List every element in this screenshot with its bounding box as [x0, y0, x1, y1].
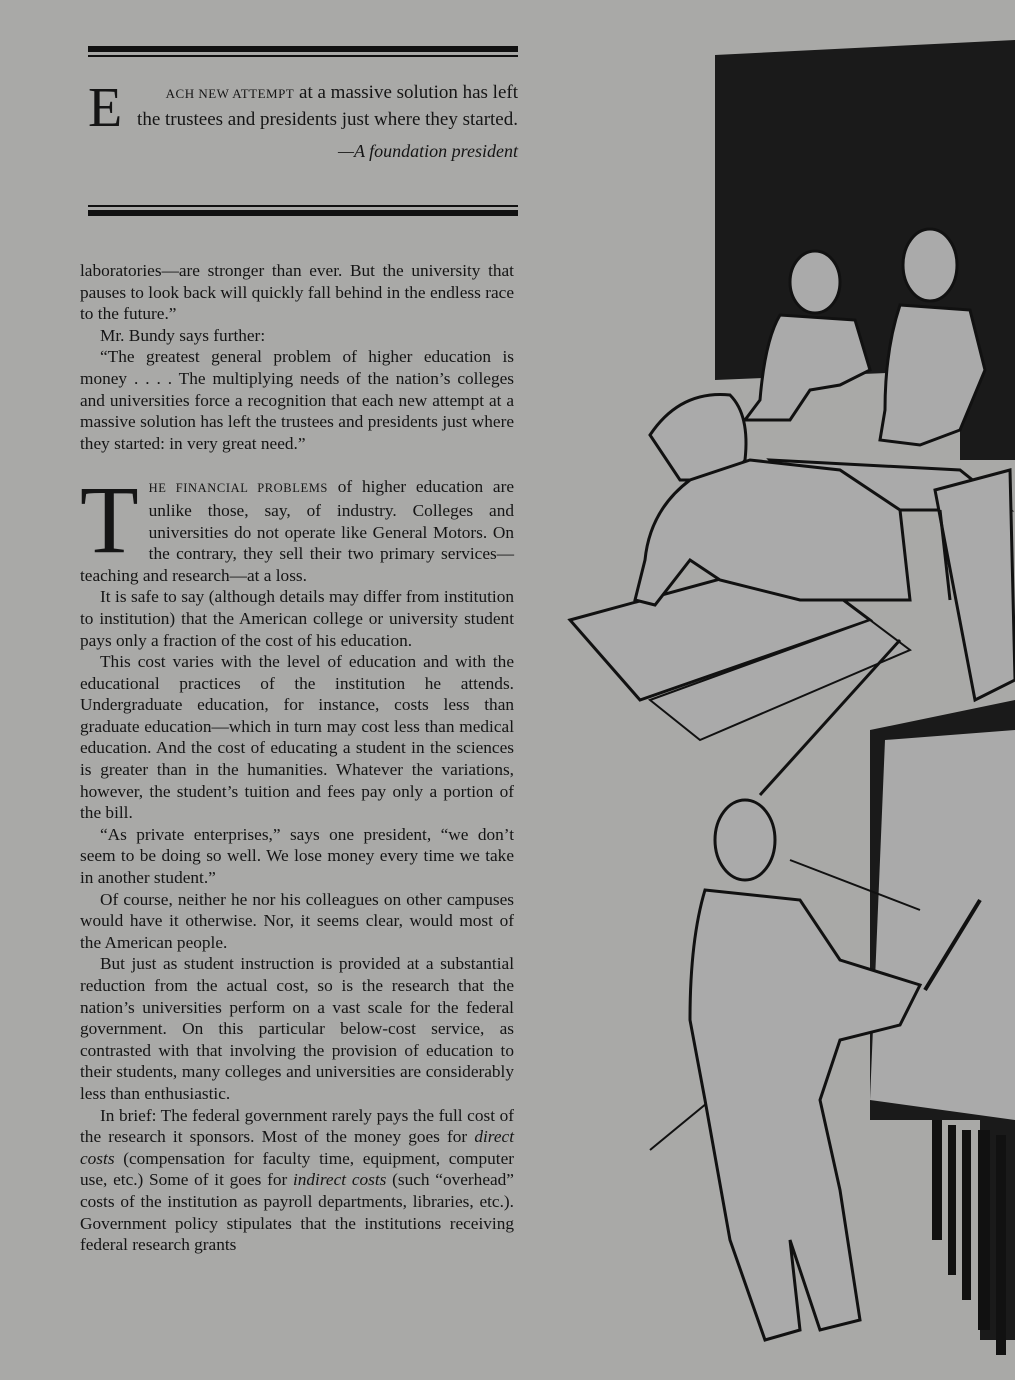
pull-quote: [88, 77, 518, 162]
top-double-rule: [88, 46, 518, 57]
paragraph: Mr. Bundy says further:: [100, 325, 266, 345]
paragraph: laboratories—are stronger than ever. But the university that pauses to look back will quickly fall behind in the endless race to the future.”: [80, 261, 514, 324]
pull-quote-attribution: —A foundation president: [338, 141, 518, 161]
pull-quote-line2: the trustees and presidents just where they started.: [137, 109, 518, 130]
paragraph: “As private enterprises,” says one president, “we don’t seem to be doing so well. We lose money every time we take in another student.”: [80, 824, 514, 888]
paragraph: In brief: The federal government rarely pays the full cost of the research it sponsors. Most of the money goes for direct costs (compensation for faculty time, equipment, computer use, etc.) Some of it goes for indirect costs (such “overhead” costs of the institution as payroll departments, libraries, etc.). Government policy stipulates that the institutions receiving federal research grants: [80, 1105, 514, 1255]
paragraph: “The greatest general problem of higher education is money . . . . The multiplying needs of the nation’s colleges and universities force a recognition that each new attempt at a massive solution has left the trustees and presidents just where they started: in very great need.”: [80, 347, 514, 453]
paragraph: This cost varies with the level of education and with the educational practices of the institution he attends. Undergraduate education, for instance, costs less than graduate education—which in turn may cost less than medical education. And the cost of educating a student in the sciences is greater than in the humanities. Whatever the variations, however, the student’s tuition and fees pay only a portion of the bill.: [80, 652, 514, 823]
line-illustration-students-and-lecturer: [540, 40, 1015, 1380]
pull-quote-line1: at a massive solution has left: [294, 82, 518, 103]
drop-cap-T: T: [80, 466, 139, 574]
pull-quote-smallcaps: ACH NEW ATTEMPT: [165, 86, 295, 101]
paragraph: But just as student instruction is provided at a substantial reduction from the actual cost, so is the research that the nation’s universities perform on a vast scale for the federal government. On this particular below-cost service, as contrasted with that involving the provision of education to their students, many colleges and universities are considerably less than enthusiastic.: [80, 954, 514, 1103]
smallcaps-lead: HE FINANCIAL PROBLEMS: [148, 481, 328, 496]
article-column: [80, 260, 514, 1256]
bottom-double-rule: [88, 205, 518, 216]
paragraph: It is safe to say (although details may differ from institution to institution) that the American college or university student pays only a fraction of the cost of his education.: [80, 587, 514, 650]
paragraph-financial-problems: THE FINANCIAL PROBLEMS of higher education are unlike those, say, of industry. Colleges and universities do not operate like General Motors. On the contrary, they sell their two primary services—teaching and research—at a loss.: [80, 466, 514, 585]
paragraph: Of course, neither he nor his colleagues on other campuses would have it otherwise. Nor, it seems clear, would most of the American people.: [80, 889, 514, 952]
pull-quote-drop-letter: E: [88, 77, 123, 139]
